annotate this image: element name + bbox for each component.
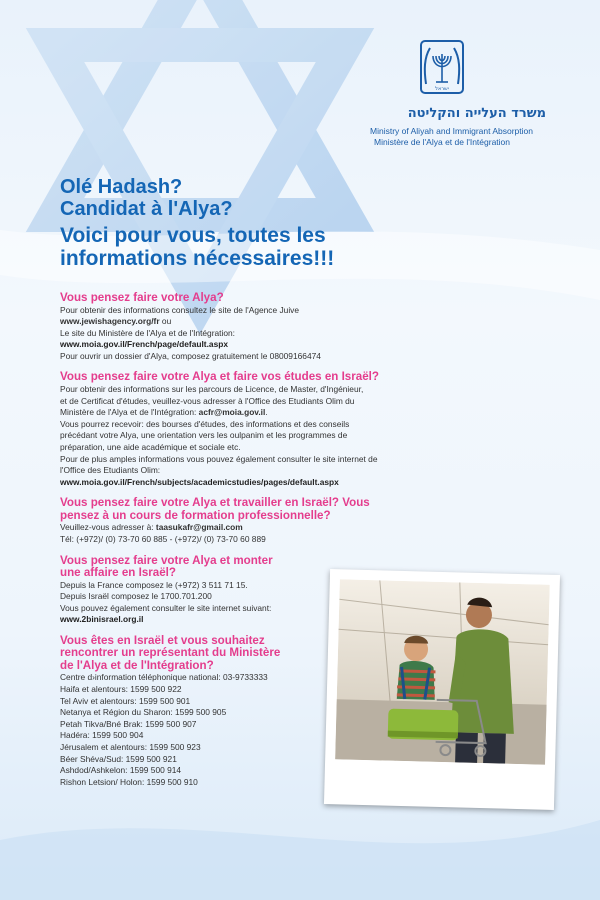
contact-line: Petah Tikva/Bné Brak: 1599 500 907	[60, 718, 197, 729]
menorah-emblem-icon	[420, 40, 464, 98]
headline-line-3a: Voici pour vous, toutes les	[60, 224, 326, 247]
contact-line: Hadéra: 1599 500 904	[60, 730, 144, 741]
text-line: Vous pouvez également consulter le site internet suivant:	[60, 602, 272, 613]
text-line: Pour de plus amples informations vous pouvez également consulter le site internet de	[60, 453, 378, 464]
taasuka-email-link[interactable]: taasukafr@gmail.com	[155, 522, 243, 533]
airport-family-photo	[335, 579, 550, 764]
section-title-line-2: une affaire en Israël?	[60, 566, 176, 579]
section-title-line-2: pensez à un cours de formation professionnelle?	[60, 508, 331, 522]
contact-line: Netanya et Région du Sharon: 1599 500 905	[60, 707, 227, 718]
photo-frame	[324, 569, 560, 810]
section-title: Vous pensez faire votre Alya?	[60, 291, 224, 304]
svg-text:ישראל: ישראל	[435, 86, 449, 92]
text-line: Depuis la France composez le (+972) 3 511 71 15.	[60, 579, 248, 590]
text-line: Pour ouvrir un dossier d'Alya, composez gratuitement le 08009166474	[60, 350, 321, 361]
text-fragment: Ministère de l'Alya et de l'Intégration:	[60, 407, 199, 418]
section-alya	[60, 292, 405, 362]
section-studies	[60, 371, 420, 488]
ministry-hebrew-name: משרד העלייה והקליטה	[407, 106, 546, 121]
text-fragment: .	[265, 407, 268, 418]
contact-line: Jérusalem et alentours: 1599 500 923	[60, 741, 201, 752]
headline-line-1: Olé Hadash?	[60, 176, 183, 198]
text-line: et de Certificat d'études, veuillez-vous adresser à l'Office des Etudiants Olim du	[60, 395, 355, 406]
contact-line: Ashdod/Ashkelon: 1599 500 914	[60, 765, 182, 776]
text-line: Le site du Ministère de l'Alya et de l'Intégration:	[60, 327, 235, 338]
ministry-french-name: Ministère de l'Alya et de l'Intégration	[374, 137, 511, 147]
moia-link[interactable]: www.moia.gov.il/French/page/default.aspx	[60, 339, 228, 350]
headline	[60, 176, 460, 270]
section-title-line-3: de l'Alya et de l'Intégration?	[60, 658, 214, 672]
text-fragment: ou	[159, 316, 172, 327]
contact-line: Centre d›information téléphonique national: 03-9733333	[60, 672, 268, 683]
contact-line: Rishon Letsion/ Holon: 1599 500 910	[60, 776, 198, 787]
contact-line: Haifa et alentours: 1599 500 922	[60, 683, 182, 694]
ministry-english-name: Ministry of Aliyah and Immigrant Absorption	[370, 126, 533, 136]
text-line: Tél: (+972)/ (0) 73-70 60 885 - (+972)/ (0) 73-70 60 889	[60, 533, 266, 544]
academic-studies-link[interactable]: www.moia.gov.il/French/subjects/academicstudies/pages/default.aspx	[60, 476, 339, 487]
section-work	[60, 497, 420, 545]
contact-line: Béer Shéva/Sud: 1599 500 921	[60, 753, 177, 764]
section-title-line-2: rencontrer un représentant du Ministère	[60, 646, 281, 660]
text-line: Vous pourrez recevoir: des bourses d'études, des informations et des conseils	[60, 418, 350, 429]
text-line: l'Office des Etudiants Olim:	[60, 465, 161, 476]
contact-line: Tel Aviv et alentours: 1599 500 901	[60, 695, 191, 706]
headline-line-3b: informations nécessaires!!!	[60, 247, 335, 270]
text-line: précédant votre Alya, une orientation vers les oulpanim et les programmes de	[60, 430, 348, 441]
text-line: Pour obtenir des informations consultez le site de l'Agence Juive	[60, 304, 300, 315]
section-title-line-1: Vous pensez faire votre Alya et travailler en Israël? Vous	[60, 496, 370, 510]
2binisrael-link[interactable]: www.2binisrael.org.il	[60, 614, 144, 625]
text-line: Depuis Israël composez le 1700.701.200	[60, 591, 212, 602]
text-line: préparation, une aide académique et sociale etc.	[60, 441, 241, 452]
section-title-line-1: Vous pensez faire votre Alya et monter	[60, 553, 273, 567]
section-title: Vous pensez faire votre Alya et faire vos études en Israël?	[60, 370, 379, 384]
acfr-email-link[interactable]: acfr@moia.gov.il	[198, 407, 266, 418]
headline-line-2: Candidat à l'Alya?	[60, 198, 233, 220]
jewishagency-link[interactable]: www.jewishagency.org/fr	[60, 316, 160, 327]
text-fragment: Veuillez-vous adresser à:	[60, 522, 156, 533]
text-line: Pour obtenir des informations sur les parcours de Licence, de Master, d'Ingénieur,	[60, 383, 364, 394]
section-title-line-1: Vous êtes en Israël et vous souhaitez	[60, 633, 265, 647]
